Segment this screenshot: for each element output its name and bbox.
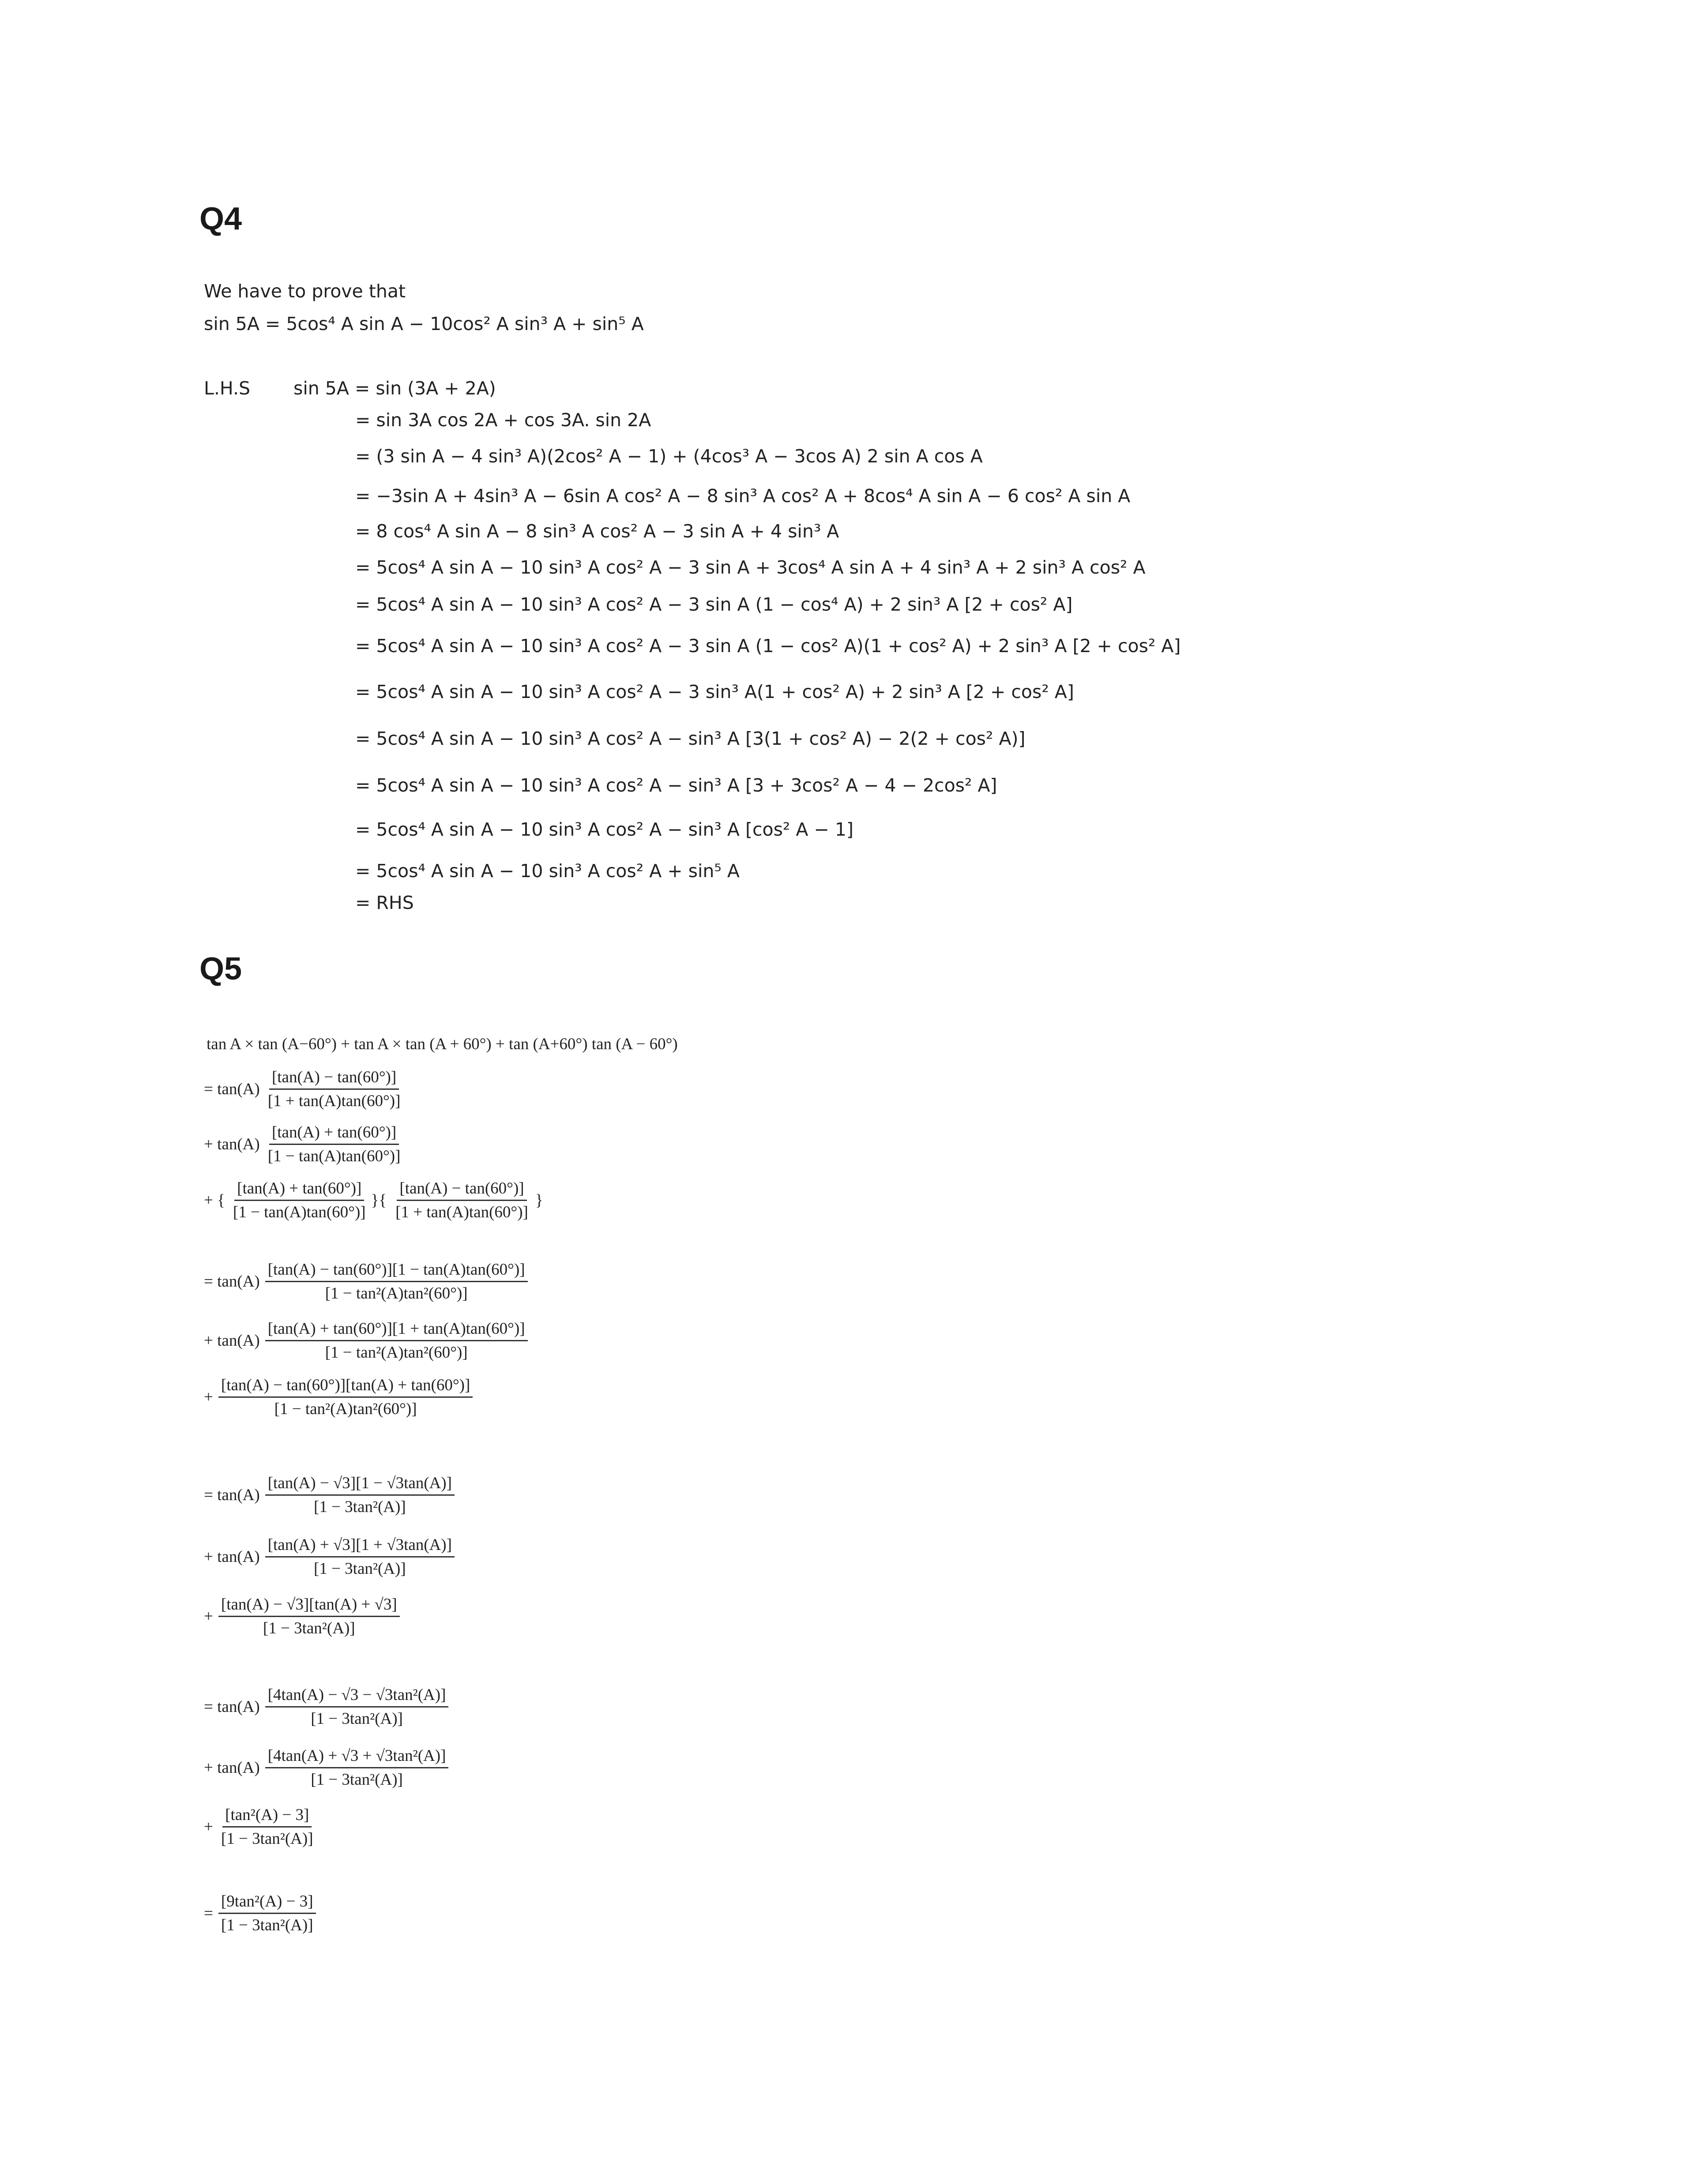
q5-fraction-line	[204, 1685, 448, 1728]
q5-fraction-line	[204, 1260, 528, 1303]
fraction	[265, 1319, 528, 1362]
fraction-prefix: = tan(A)	[204, 1486, 260, 1504]
q4-step: = 5cos⁴ A sin A − 10 sin³ A cos² A − sin³ A [3 + 3cos² A − 4 − 2cos² A]	[355, 775, 997, 796]
denominator: [1 + tan(A)tan(60°)]	[267, 1092, 401, 1110]
q5-fraction-line	[204, 1474, 455, 1516]
fraction-separator: }{	[371, 1191, 387, 1209]
q4-step: = 5cos⁴ A sin A − 10 sin³ A cos² A − 3 sin A (1 − cos⁴ A) + 2 sin³ A [2 + cos² A]	[355, 594, 1073, 615]
q5-fraction-line	[204, 1179, 545, 1222]
denominator: [1 − 3tan²(A)]	[313, 1560, 406, 1578]
q5-fraction-line	[204, 1123, 403, 1166]
fraction-prefix: + {	[204, 1191, 225, 1209]
q5-fraction-line	[204, 1068, 403, 1111]
fraction-prefix: = tan(A)	[204, 1080, 260, 1098]
q4-step: = 5cos⁴ A sin A − 10 sin³ A cos² A − 3 sin A + 3cos⁴ A sin A + 4 sin³ A + 2 sin³ A cos² A	[355, 557, 1146, 578]
fraction	[265, 1746, 449, 1789]
q4-step: = 5cos⁴ A sin A − 10 sin³ A cos² A + sin⁵ A	[355, 860, 740, 882]
denominator: [1 − 3tan²(A)]	[311, 1710, 403, 1728]
fraction-prefix: +	[204, 1388, 213, 1406]
q5-fraction-line	[204, 1535, 455, 1578]
numerator: [tan(A) + tan(60°)]	[234, 1179, 364, 1201]
q4-step: = sin 3A cos 2A + cos 3A. sin 2A	[355, 409, 651, 431]
denominator: [1 − tan²(A)tan²(60°)]	[274, 1400, 417, 1418]
fraction	[265, 1123, 403, 1166]
denominator: [1 − 3tan²(A)]	[313, 1498, 406, 1516]
fraction-prefix: + tan(A)	[204, 1332, 260, 1350]
numerator: [tan(A) − √3][1 − √3tan(A)]	[265, 1474, 455, 1496]
q5-fraction-line	[204, 1376, 473, 1418]
fraction-prefix: =	[204, 1904, 213, 1922]
fraction-prefix: = tan(A)	[204, 1698, 260, 1716]
denominator: [1 + tan(A)tan(60°)]	[395, 1203, 528, 1221]
fraction-prefix: + tan(A)	[204, 1759, 260, 1777]
q4-step: = RHS	[355, 892, 414, 913]
q4-lhs-label: L.H.S	[204, 378, 251, 399]
q4-heading: Q4	[199, 201, 242, 236]
q4-step: = 5cos⁴ A sin A − 10 sin³ A cos² A − 3 sin A (1 − cos² A)(1 + cos² A) + 2 sin³ A [2 + cos² A]	[355, 635, 1181, 657]
q5-fraction-line	[204, 1595, 400, 1638]
q5-fraction-line	[204, 1746, 448, 1789]
q5-first-line: tan A × tan (A−60°) + tan A × tan (A + 60°) + tan (A+60°) tan (A − 60°)	[207, 1035, 678, 1053]
numerator: [tan(A) − √3][tan(A) + √3]	[218, 1595, 400, 1617]
fraction	[393, 1179, 531, 1222]
denominator: [1 − 3tan²(A)]	[311, 1771, 403, 1789]
q4-step: = 5cos⁴ A sin A − 10 sin³ A cos² A − 3 sin³ A(1 + cos² A) + 2 sin³ A [2 + cos² A]	[355, 681, 1074, 702]
fraction	[265, 1260, 528, 1303]
numerator: [tan²(A) − 3]	[222, 1805, 312, 1828]
numerator: [4tan(A) − √3 − √3tan²(A)]	[265, 1685, 449, 1707]
fraction-prefix: + tan(A)	[204, 1135, 260, 1153]
fraction	[218, 1805, 316, 1848]
numerator: [tan(A) − tan(60°)]	[397, 1179, 526, 1201]
numerator: [9tan²(A) − 3]	[218, 1892, 316, 1914]
denominator: [1 − tan(A)tan(60°)]	[267, 1147, 401, 1165]
fraction	[218, 1595, 400, 1638]
q4-step: = −3sin A + 4sin³ A − 6sin A cos² A − 8 sin³ A cos² A + 8cos⁴ A sin A − 6 cos² A sin A	[355, 485, 1131, 507]
fraction	[230, 1179, 368, 1222]
q4-step: = 8 cos⁴ A sin A − 8 sin³ A cos² A − 3 sin A + 4 sin³ A	[355, 521, 839, 542]
q4-statement: sin 5A = 5cos⁴ A sin A − 10cos² A sin³ A + sin⁵ A	[204, 313, 644, 334]
numerator: [tan(A) + √3][1 + √3tan(A)]	[265, 1535, 455, 1557]
numerator: [4tan(A) + √3 + √3tan²(A)]	[265, 1746, 449, 1768]
q5-fraction-line	[204, 1892, 316, 1935]
q4-step: = 5cos⁴ A sin A − 10 sin³ A cos² A − sin³ A [3(1 + cos² A) − 2(2 + cos² A)]	[355, 728, 1026, 749]
fraction-suffix: }	[535, 1191, 543, 1209]
fraction	[265, 1068, 403, 1111]
numerator: [tan(A) + tan(60°)][1 + tan(A)tan(60°)]	[265, 1319, 528, 1341]
numerator: [tan(A) − tan(60°)][tan(A) + tan(60°)]	[218, 1376, 473, 1398]
q4-step: = 5cos⁴ A sin A − 10 sin³ A cos² A − sin³ A [cos² A − 1]	[355, 819, 853, 840]
denominator: [1 − 3tan²(A)]	[263, 1619, 355, 1637]
q4-lhs-first: sin 5A = sin (3A + 2A)	[293, 378, 496, 399]
fraction	[265, 1535, 455, 1578]
q5-fraction-line	[204, 1805, 316, 1848]
fraction-prefix: = tan(A)	[204, 1272, 260, 1291]
fraction	[218, 1892, 316, 1935]
fraction	[218, 1376, 473, 1418]
denominator: [1 − 3tan²(A)]	[221, 1916, 313, 1934]
q4-step: = (3 sin A − 4 sin³ A)(2cos² A − 1) + (4cos³ A − 3cos A) 2 sin A cos A	[355, 446, 983, 467]
numerator: [tan(A) − tan(60°)][1 − tan(A)tan(60°)]	[265, 1260, 528, 1282]
numerator: [tan(A) − tan(60°)]	[269, 1068, 399, 1090]
fraction-prefix: + tan(A)	[204, 1548, 260, 1566]
numerator: [tan(A) + tan(60°)]	[269, 1123, 399, 1145]
denominator: [1 − 3tan²(A)]	[221, 1830, 313, 1848]
fraction	[265, 1685, 449, 1728]
q5-heading: Q5	[199, 951, 242, 987]
fraction-prefix: +	[204, 1607, 213, 1625]
q5-fraction-line	[204, 1319, 528, 1362]
denominator: [1 − tan(A)tan(60°)]	[233, 1203, 366, 1221]
q4-intro: We have to prove that	[204, 281, 406, 302]
denominator: [1 − tan²(A)tan²(60°)]	[325, 1343, 468, 1362]
fraction	[265, 1474, 455, 1516]
fraction-prefix: +	[204, 1818, 213, 1836]
denominator: [1 − tan²(A)tan²(60°)]	[325, 1284, 468, 1302]
